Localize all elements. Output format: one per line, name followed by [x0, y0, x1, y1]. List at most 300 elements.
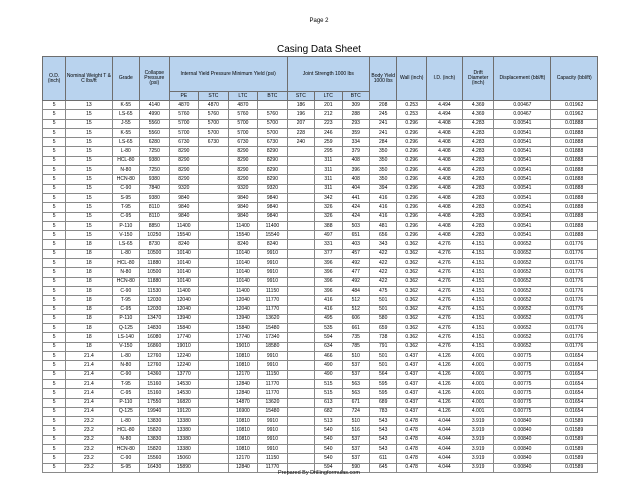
table-cell: 8290	[258, 175, 288, 184]
table-cell: 595	[370, 389, 397, 398]
table-cell: 0.253	[397, 110, 427, 119]
table-cell: 11880	[140, 277, 170, 286]
table-cell: 4.151	[462, 296, 494, 305]
table-cell: 4.283	[462, 184, 494, 193]
table-cell: HCN-80	[112, 444, 139, 453]
table-cell: 0.01776	[551, 342, 598, 351]
table-cell: 11400	[228, 286, 258, 295]
table-cell: 0.01776	[551, 324, 598, 333]
table-cell: 416	[370, 203, 397, 212]
table-cell	[287, 324, 314, 333]
footer-credit: Prepared By Drillingformulas.com	[278, 470, 360, 476]
table-cell: 0.478	[397, 435, 427, 444]
table-cell: 0.00541	[494, 203, 551, 212]
table-cell: 785	[342, 342, 369, 351]
table-cell: 4870	[228, 101, 258, 110]
table-cell: 9840	[258, 203, 288, 212]
table-cell: 0.01654	[551, 389, 598, 398]
table-cell	[287, 203, 314, 212]
table-cell: 416	[315, 305, 342, 314]
table-cell: 0.01654	[551, 370, 598, 379]
table-cell: 11400	[169, 286, 199, 295]
table-cell: 540	[315, 444, 342, 453]
table-cell: 4.276	[426, 305, 462, 314]
table-cell: 10810	[228, 417, 258, 426]
table-cell	[287, 342, 314, 351]
table-cell	[287, 454, 314, 463]
table-cell: 0.01888	[551, 193, 598, 202]
table-cell: 15	[66, 119, 112, 128]
table-cell: 4.001	[462, 361, 494, 370]
table-cell: 0.01776	[551, 259, 598, 268]
table-cell: 0.00775	[494, 379, 551, 388]
table-cell: V-150	[112, 342, 139, 351]
table-cell: 4.001	[462, 398, 494, 407]
table-cell: 13830	[140, 417, 170, 426]
table-cell: 0.362	[397, 259, 427, 268]
table-cell: 4.044	[426, 454, 462, 463]
table-cell: 4.126	[426, 370, 462, 379]
table-cell: 196	[287, 110, 314, 119]
table-cell: 5	[43, 147, 66, 156]
table-cell: 5	[43, 184, 66, 193]
table-cell	[287, 240, 314, 249]
table-cell: 10140	[228, 268, 258, 277]
table-cell	[287, 296, 314, 305]
table-cell: 651	[342, 231, 369, 240]
table-cell: 5	[43, 268, 66, 277]
table-cell: 0.362	[397, 249, 427, 258]
table-cell: 12240	[169, 352, 199, 361]
table-cell: 0.296	[397, 203, 427, 212]
table-cell: 7250	[140, 147, 170, 156]
table-cell	[199, 389, 229, 398]
table-cell: 18	[66, 296, 112, 305]
table-cell: 441	[342, 193, 369, 202]
table-cell: 10250	[140, 231, 170, 240]
table-cell: 388	[315, 221, 342, 230]
table-cell: 15	[66, 193, 112, 202]
table-cell	[199, 240, 229, 249]
table-cell: 9840	[169, 212, 199, 221]
table-cell: 416	[315, 296, 342, 305]
table-cell: L-80	[112, 352, 139, 361]
header-body-yield: Body Yield 1000 lbs	[370, 57, 397, 101]
table-cell: 5	[43, 389, 66, 398]
table-cell: C-90	[112, 370, 139, 379]
header-displacement: Displacement (bbl/ft)	[494, 57, 551, 101]
table-cell: 15840	[169, 324, 199, 333]
table-cell: 15540	[228, 231, 258, 240]
table-cell: 293	[342, 119, 369, 128]
table-cell: 396	[315, 277, 342, 286]
table-cell: 259	[315, 138, 342, 147]
table-cell: 422	[370, 249, 397, 258]
table-cell	[199, 268, 229, 277]
table-cell: 9320	[258, 184, 288, 193]
table-cell: 4.494	[426, 101, 462, 110]
header-joint-strength: Joint Strength 1000 lbs	[287, 57, 369, 92]
table-cell	[287, 333, 314, 342]
table-cell: 0.296	[397, 221, 427, 230]
table-cell: 12240	[169, 361, 199, 370]
table-row	[43, 175, 598, 184]
table-cell: 0.437	[397, 379, 427, 388]
casing-data-table	[42, 56, 598, 473]
table-cell: 15480	[258, 407, 288, 416]
table-cell	[287, 277, 314, 286]
table-cell: 5	[43, 352, 66, 361]
table-cell: 334	[342, 138, 369, 147]
header-iy-stc: STC	[199, 92, 229, 101]
table-cell: 396	[315, 286, 342, 295]
table-cell: 0.00840	[494, 454, 551, 463]
table-cell	[287, 175, 314, 184]
table-cell: 15540	[169, 231, 199, 240]
table-cell	[287, 212, 314, 221]
table-cell: 503	[342, 221, 369, 230]
table-cell: 0.01654	[551, 352, 598, 361]
table-cell: 5700	[258, 128, 288, 137]
table-cell: 8290	[228, 156, 258, 165]
table-cell: 0.00541	[494, 193, 551, 202]
table-cell: 223	[315, 119, 342, 128]
table-cell: 0.01888	[551, 138, 598, 147]
table-cell: 5	[43, 110, 66, 119]
table-row	[43, 184, 598, 193]
table-cell: 0.01888	[551, 128, 598, 137]
table-cell: 4.001	[462, 352, 494, 361]
table-cell: 475	[370, 286, 397, 295]
table-cell: 0.01776	[551, 277, 598, 286]
table-cell: 4.276	[426, 259, 462, 268]
table-cell: 497	[315, 231, 342, 240]
table-cell: 0.00541	[494, 212, 551, 221]
table-cell	[199, 231, 229, 240]
table-row	[43, 454, 598, 463]
table-cell: 0.00541	[494, 128, 551, 137]
table-row	[43, 389, 598, 398]
table-cell: 15840	[228, 324, 258, 333]
table-cell	[199, 435, 229, 444]
table-cell: 12840	[228, 389, 258, 398]
table-cell: 309	[342, 101, 369, 110]
table-cell	[199, 314, 229, 323]
table-cell: 0.00775	[494, 370, 551, 379]
table-cell	[199, 305, 229, 314]
sheet-title: Casing Data Sheet	[277, 44, 361, 55]
table-body	[43, 101, 598, 473]
table-cell: 4.283	[462, 147, 494, 156]
table-cell: 3.919	[462, 417, 494, 426]
table-cell: 5	[43, 361, 66, 370]
table-cell: 5700	[169, 119, 199, 128]
table-cell: 9840	[228, 193, 258, 202]
table-cell: 10140	[169, 268, 199, 277]
table-cell: 4.276	[426, 324, 462, 333]
table-cell: 9910	[258, 361, 288, 370]
table-cell: 682	[315, 407, 342, 416]
table-cell: 15540	[258, 231, 288, 240]
table-cell: 0.01888	[551, 175, 598, 184]
table-row	[43, 110, 598, 119]
table-cell	[199, 370, 229, 379]
table-cell: 5700	[169, 128, 199, 137]
table-cell: 19120	[169, 407, 199, 416]
table-cell: 0.362	[397, 342, 427, 351]
table-cell: 0.296	[397, 231, 427, 240]
table-cell: 3.919	[462, 463, 494, 472]
table-cell: 311	[315, 156, 342, 165]
table-cell: 5	[43, 138, 66, 147]
table-cell	[287, 314, 314, 323]
table-cell: 21.4	[66, 379, 112, 388]
table-cell: 18	[66, 240, 112, 249]
table-cell: 19010	[169, 342, 199, 351]
table-cell: HCN-80	[112, 175, 139, 184]
table-cell: 4.283	[462, 193, 494, 202]
header-js-ltc: LTC	[315, 92, 342, 101]
table-cell: 5	[43, 444, 66, 453]
table-cell: 4.001	[462, 370, 494, 379]
table-cell: 9380	[140, 156, 170, 165]
table-cell: T-95	[112, 296, 139, 305]
table-cell: 0.437	[397, 352, 427, 361]
table-cell: 396	[315, 259, 342, 268]
table-cell: 4990	[140, 110, 170, 119]
table-cell: 4.276	[426, 286, 462, 295]
table-cell: 4.283	[462, 119, 494, 128]
table-cell: 422	[370, 268, 397, 277]
table-cell: 0.362	[397, 314, 427, 323]
table-cell: 4.044	[426, 463, 462, 472]
table-cell: 611	[370, 454, 397, 463]
table-cell: 4.276	[426, 342, 462, 351]
table-cell	[287, 435, 314, 444]
table-cell	[199, 426, 229, 435]
table-cell: 0.01589	[551, 444, 598, 453]
table-cell: 12030	[140, 305, 170, 314]
table-cell: 5	[43, 101, 66, 110]
table-cell: 540	[315, 435, 342, 444]
table-cell: 5	[43, 259, 66, 268]
table-cell: 14870	[228, 398, 258, 407]
table-cell: 6730	[228, 138, 258, 147]
table-cell: 4.276	[426, 296, 462, 305]
table-cell: 0.437	[397, 361, 427, 370]
table-cell: 5	[43, 231, 66, 240]
table-cell	[287, 389, 314, 398]
table-cell: 537	[342, 454, 369, 463]
table-cell: 4.369	[462, 110, 494, 119]
table-cell: 12030	[140, 296, 170, 305]
table-cell: 0.01589	[551, 426, 598, 435]
table-cell: 11770	[258, 379, 288, 388]
table-cell: 11770	[258, 463, 288, 472]
table-cell: 0.437	[397, 389, 427, 398]
table-cell: 4.283	[462, 156, 494, 165]
table-cell: 21.4	[66, 398, 112, 407]
table-cell: 0.01654	[551, 379, 598, 388]
table-cell: 0.00840	[494, 463, 551, 472]
table-cell: 6730	[199, 138, 229, 147]
table-cell: K-55	[112, 101, 139, 110]
table-row	[43, 147, 598, 156]
table-cell: 477	[342, 268, 369, 277]
table-cell: P-110	[112, 221, 139, 230]
table-cell: 4.126	[426, 407, 462, 416]
table-cell: 0.00775	[494, 352, 551, 361]
table-cell	[199, 212, 229, 221]
table-cell: 4.126	[426, 398, 462, 407]
table-cell: 0.00840	[494, 426, 551, 435]
table-cell: 0.478	[397, 426, 427, 435]
header-wall: Wall (inch)	[397, 57, 427, 101]
table-cell: 343	[370, 240, 397, 249]
table-cell: 0.00467	[494, 110, 551, 119]
table-cell: 0.478	[397, 444, 427, 453]
table-cell: 0.01776	[551, 314, 598, 323]
table-cell: 0.01888	[551, 184, 598, 193]
table-cell: 13470	[140, 314, 170, 323]
table-cell: C-90	[112, 454, 139, 463]
table-cell: T-95	[112, 203, 139, 212]
table-cell: 10140	[169, 259, 199, 268]
table-cell: 4.001	[462, 379, 494, 388]
table-cell: 5	[43, 212, 66, 221]
table-cell: 5	[43, 370, 66, 379]
table-cell: 8290	[258, 156, 288, 165]
table-cell: 0.478	[397, 454, 427, 463]
table-row	[43, 352, 598, 361]
table-cell: 501	[370, 352, 397, 361]
table-cell: 661	[342, 324, 369, 333]
table-cell: 0.01589	[551, 435, 598, 444]
table-cell: 4.001	[462, 407, 494, 416]
table-row	[43, 138, 598, 147]
table-cell: 0.00541	[494, 147, 551, 156]
table-cell: N-80	[112, 166, 139, 175]
table-cell: 0.01776	[551, 305, 598, 314]
table-cell: 8240	[258, 240, 288, 249]
table-cell: 11530	[140, 286, 170, 295]
table-cell	[287, 156, 314, 165]
table-cell: 3.919	[462, 444, 494, 453]
table-cell: 0.296	[397, 212, 427, 221]
table-cell: 5	[43, 407, 66, 416]
table-cell: 4.151	[462, 286, 494, 295]
table-cell: 4.151	[462, 314, 494, 323]
table-row	[43, 398, 598, 407]
table-cell: 21.4	[66, 370, 112, 379]
table-cell	[199, 221, 229, 230]
table-cell: 4.408	[426, 166, 462, 175]
table-cell: 510	[342, 417, 369, 426]
table-cell: 4.408	[426, 156, 462, 165]
table-cell: 11150	[258, 454, 288, 463]
table-cell: 12170	[228, 454, 258, 463]
table-cell: 17340	[258, 333, 288, 342]
table-cell	[287, 305, 314, 314]
table-cell: 288	[342, 110, 369, 119]
table-cell: 15	[66, 147, 112, 156]
table-row	[43, 426, 598, 435]
table-cell: 9910	[258, 277, 288, 286]
table-cell: 13380	[169, 444, 199, 453]
table-cell: 12040	[169, 296, 199, 305]
table-cell: 613	[315, 398, 342, 407]
table-cell: 311	[315, 166, 342, 175]
table-cell: 9910	[258, 426, 288, 435]
table-cell: 495	[315, 314, 342, 323]
table-cell: 4.283	[462, 128, 494, 137]
table-cell: 0.00775	[494, 361, 551, 370]
table-cell: 0.01888	[551, 166, 598, 175]
header-drift: Drift Diameter (inch)	[462, 57, 494, 101]
table-cell: 8290	[169, 147, 199, 156]
table-cell	[287, 426, 314, 435]
table-cell: 0.00840	[494, 435, 551, 444]
table-cell: 5	[43, 398, 66, 407]
table-cell: 246	[315, 128, 342, 137]
table-row	[43, 361, 598, 370]
table-cell: 12840	[228, 463, 258, 472]
table-cell: 457	[342, 249, 369, 258]
table-cell: 4.494	[426, 110, 462, 119]
table-row	[43, 231, 598, 240]
table-cell: 403	[342, 240, 369, 249]
table-cell	[287, 286, 314, 295]
table-cell: 0.437	[397, 370, 427, 379]
table-cell: V-150	[112, 231, 139, 240]
table-cell: 396	[342, 166, 369, 175]
table-cell: 350	[370, 147, 397, 156]
table-cell: 0.00541	[494, 175, 551, 184]
table-cell: 8290	[169, 156, 199, 165]
table-cell	[199, 286, 229, 295]
table-cell: 416	[370, 212, 397, 221]
table-cell: 19010	[228, 342, 258, 351]
table-cell: 4140	[140, 101, 170, 110]
header-iy-btc: BTC	[258, 92, 288, 101]
table-cell: 689	[370, 398, 397, 407]
table-cell: 4.126	[426, 352, 462, 361]
table-cell: 13620	[258, 398, 288, 407]
table-cell: 15160	[140, 379, 170, 388]
table-cell: 4.408	[426, 212, 462, 221]
table-cell: 5760	[228, 110, 258, 119]
table-cell	[258, 101, 288, 110]
table-cell: 18	[66, 277, 112, 286]
table-cell: 3.919	[462, 426, 494, 435]
table-cell: 5	[43, 240, 66, 249]
table-cell: C-90	[112, 184, 139, 193]
table-cell: 13770	[169, 370, 199, 379]
table-cell: 595	[370, 379, 397, 388]
table-cell: 0.00652	[494, 249, 551, 258]
table-cell: 0.296	[397, 166, 427, 175]
table-cell: 537	[342, 361, 369, 370]
table-cell	[199, 352, 229, 361]
table-cell: 0.00541	[494, 221, 551, 230]
table-cell: 9840	[169, 193, 199, 202]
table-cell	[287, 147, 314, 156]
table-row	[43, 212, 598, 221]
table-cell: 5	[43, 175, 66, 184]
table-cell: 5	[43, 166, 66, 175]
table-cell: LS-65	[112, 240, 139, 249]
table-cell: 0.00652	[494, 333, 551, 342]
